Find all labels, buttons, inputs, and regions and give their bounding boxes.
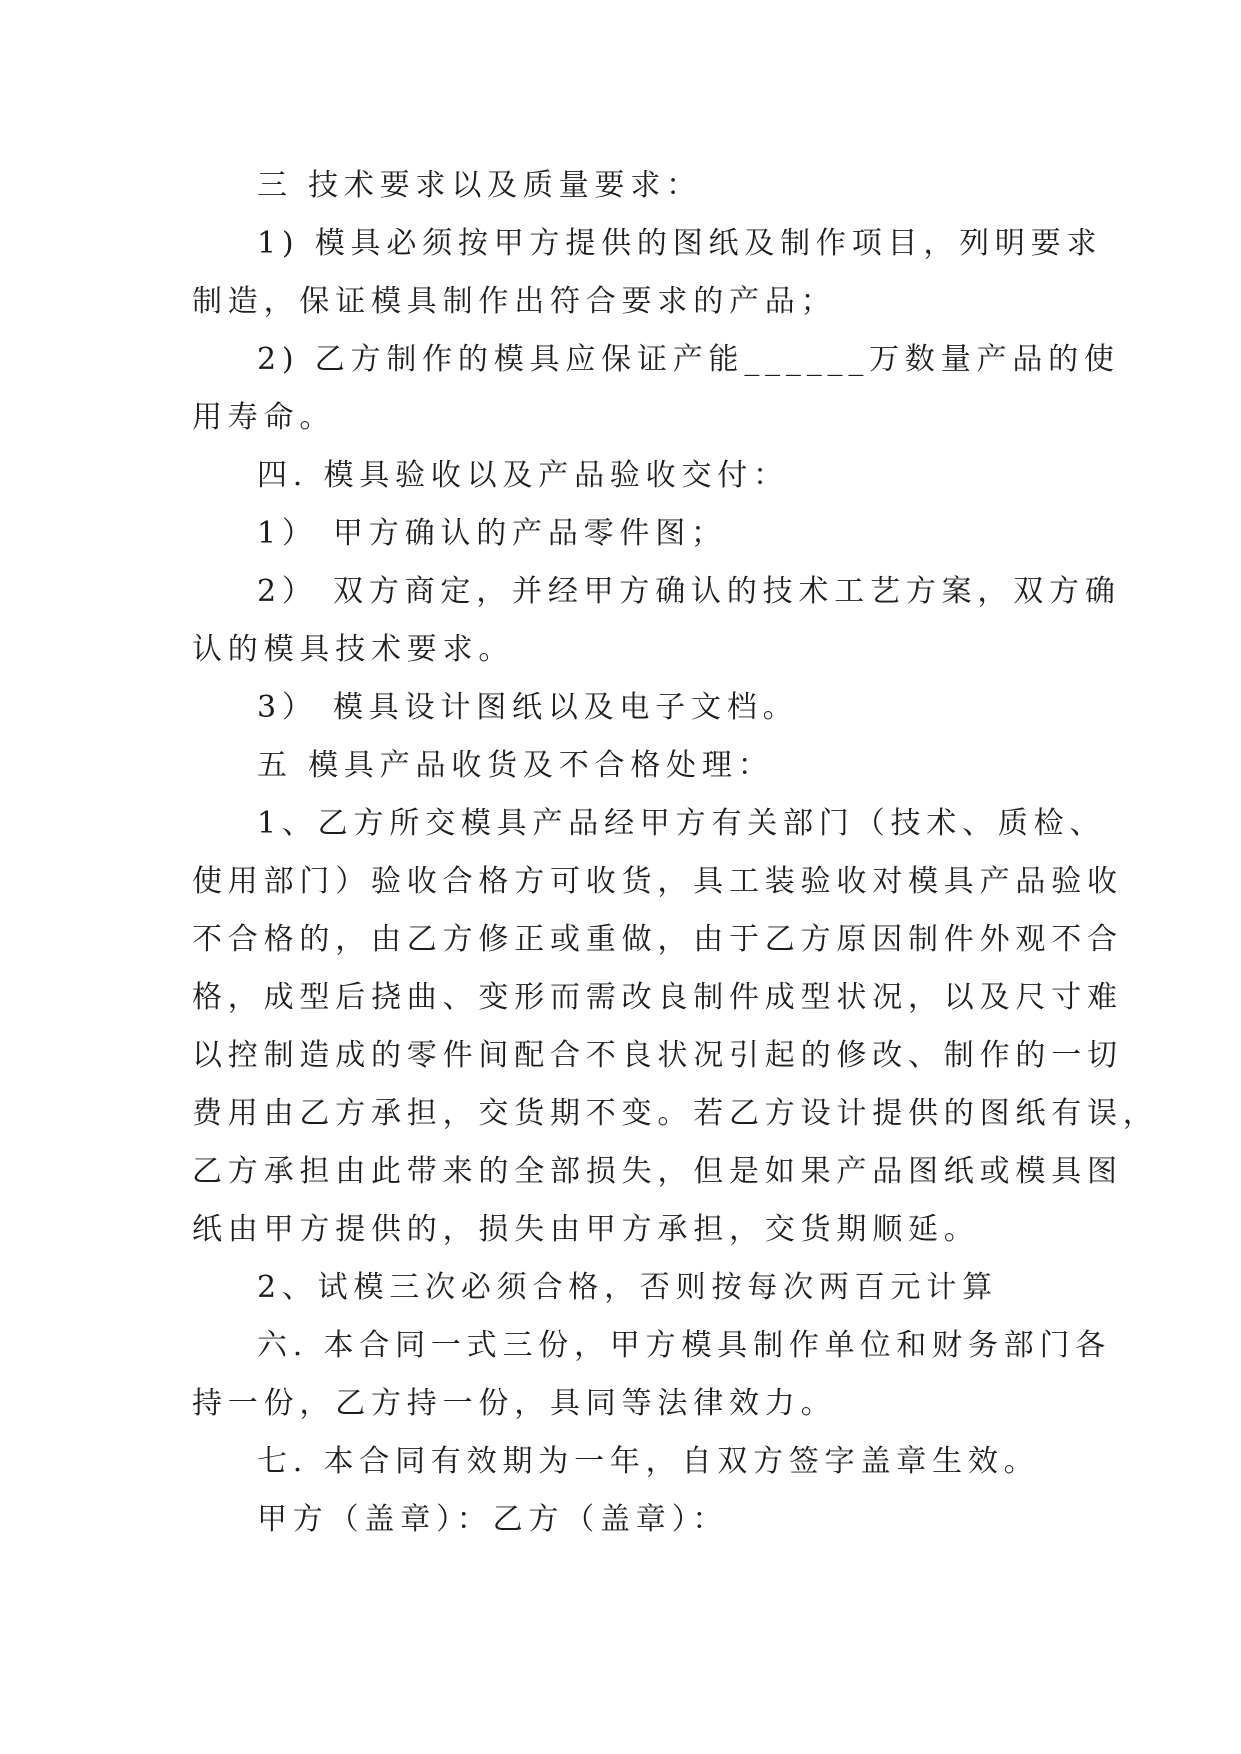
section-3-item-1-cont: 制造，保证模具制作出符合要求的产品； xyxy=(192,284,837,319)
section-5-item-2: 2、试模三次必须合格，否则按每次两百元计算 xyxy=(257,1270,998,1305)
section-5-item-1-cont-6: 乙方承担由此带来的全部损失，但是如果产品图纸或模具图 xyxy=(192,1154,1123,1189)
section-5-item-1-cont-2: 不合格的，由乙方修正或重做，由于乙方原因制件外观不合 xyxy=(192,922,1123,957)
section-5-item-1-cont-5: 费用由乙方承担，交货期不变。若乙方设计提供的图纸有误， xyxy=(192,1096,1159,1131)
section-5-item-1-cont-1: 使用部门）验收合格方可收货，具工装验收对模具产品验收 xyxy=(192,864,1123,899)
section-4-item-2-cont: 认的模具技术要求。 xyxy=(192,632,515,667)
section-3-item-2: 2) 乙方制作的模具应保证产能______万数量产品的使 xyxy=(257,342,1120,377)
section-3-heading: 三 技术要求以及质量要求： xyxy=(257,168,702,203)
section-5-item-1-cont-7: 纸由甲方提供的，损失由甲方承担，交货期顺延。 xyxy=(192,1212,980,1247)
section-6-text: 六. 本合同一式三份，甲方模具制作单位和财务部门各 xyxy=(257,1328,1112,1363)
section-4-item-3: 3） 模具设计图纸以及电子文档。 xyxy=(257,690,799,725)
section-6-text-cont: 持一份，乙方持一份，具同等法律效力。 xyxy=(192,1386,837,1421)
section-4-item-1: 1） 甲方确认的产品零件图； xyxy=(257,516,727,551)
section-3-item-2-cont: 用寿命。 xyxy=(192,400,336,435)
section-7-text: 七. 本合同有效期为一年，自双方签字盖章生效。 xyxy=(257,1444,1040,1479)
signature-line: 甲方（盖章）：乙方（盖章）： xyxy=(257,1502,729,1537)
section-5-heading: 五 模具产品收货及不合格处理： xyxy=(257,748,774,783)
section-5-item-1: 1、乙方所交模具产品经甲方有关部门（技术、质检、 xyxy=(257,806,1106,841)
section-5-item-1-cont-4: 以控制造成的零件间配合不良状况引起的修改、制作的一切 xyxy=(192,1038,1123,1073)
section-5-item-1-cont-3: 格，成型后挠曲、变形而需改良制件成型状况，以及尺寸难 xyxy=(192,980,1123,1015)
section-4-item-2: 2） 双方商定，并经甲方确认的技术工艺方案，双方确 xyxy=(257,574,1121,609)
section-3-item-1: 1) 模具必须按甲方提供的图纸及制作项目，列明要求 xyxy=(257,226,1103,261)
section-4-heading: 四. 模具验收以及产品验收交付： xyxy=(257,458,789,493)
